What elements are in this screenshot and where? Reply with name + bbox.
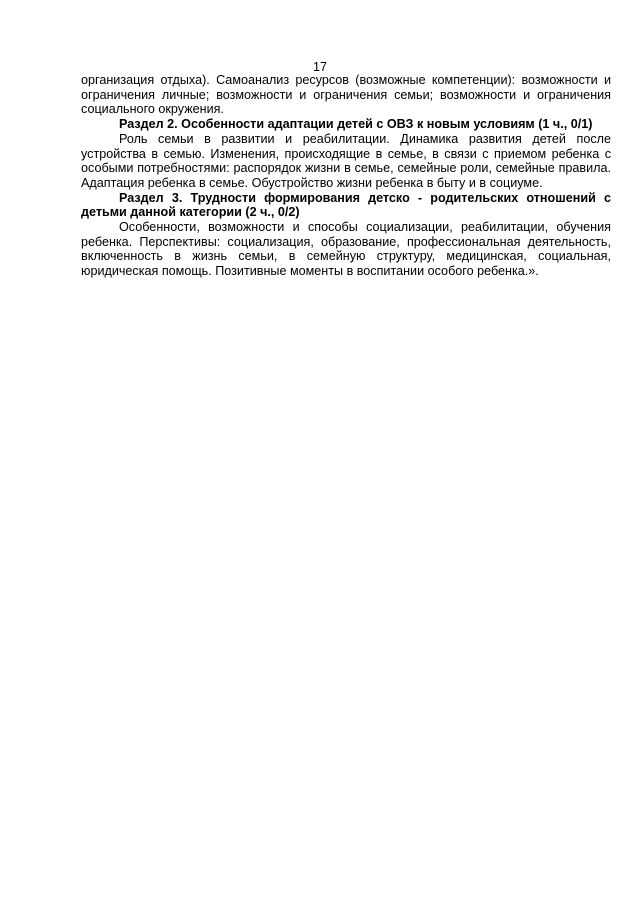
page-number: 17 [313,60,327,74]
paragraph-continuation: организация отдыха). Самоанализ ресурсов (возможные компетенции): возможности и ограничения личные; возможности и ограничения семьи; возможности и ограничения социального окружения. [81,73,611,117]
page-body [81,73,611,279]
section-heading-2: Раздел 2. Особенности адаптации детей с ОВЗ к новым условиям (1 ч., 0/1) [119,117,593,132]
paragraph-section-3: Особенности, возможности и способы социализации, реабилитации, обучения ребенка. Перспективы: социализация, образование, профессиональная деятельность, включенность в жизнь семьи, в семейную структуру, медицинская, социальная, юридическая помощь. Позитивные моменты в воспитании особого ребенка.». [81,220,611,279]
section-heading-3: Раздел 3. Трудности формирования детско - родительских отношений с детьми данной категории (2 ч., 0/2) [81,190,611,220]
paragraph-section-2: Роль семьи в развитии и реабилитации. Динамика развития детей после устройства в семью. Изменения, происходящие в семье, в связи с приемом ребенка с особыми потребностями: распорядок жизни в семье, семейные роли, семейные правила. Адаптация ребенка в семье. Обустройство жизни ребенка в быту и в социуме. [81,131,611,190]
